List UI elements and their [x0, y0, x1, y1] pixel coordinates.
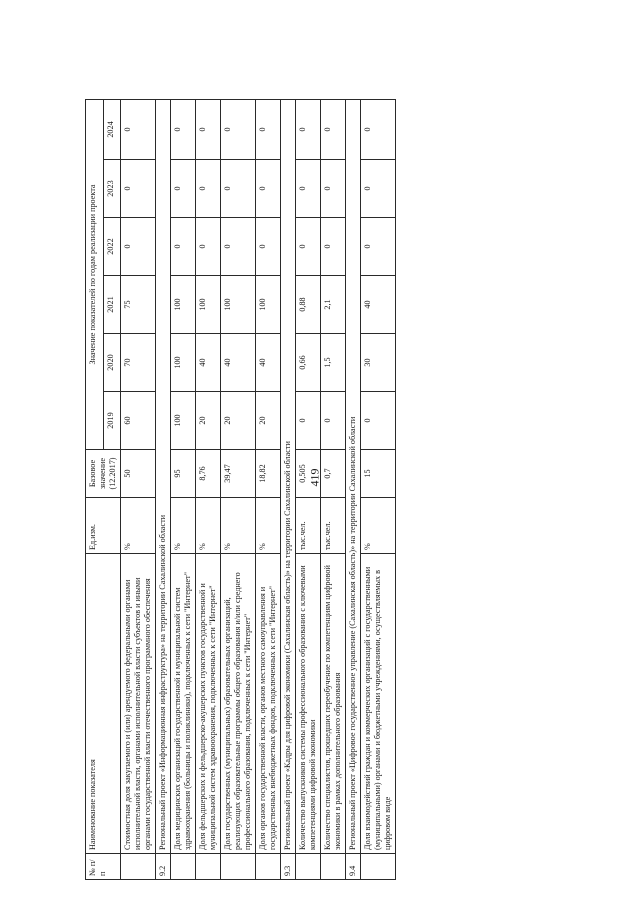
year-value-cell: 40 [256, 334, 281, 392]
year-value-cell: 0 [361, 392, 396, 450]
year-value-cell: 0 [121, 160, 156, 218]
section-row [281, 99, 296, 879]
year-value-cell: 0 [171, 99, 196, 159]
indicator-name: Доля органов государственной власти, органов местного самоуправления и государственных внебюджетных фондов, подключенных к сети "Интернет" [256, 554, 281, 854]
base-value-cell: 18,82 [256, 450, 281, 498]
base-value-cell: 8,76 [196, 450, 221, 498]
indicator-name: Количество выпускников системы профессионального образования с ключевыми компетенциями цифровой экономики [296, 554, 321, 854]
year-value-cell: 0 [196, 218, 221, 276]
year-value-cell: 0 [296, 99, 321, 159]
table-row [196, 99, 221, 879]
section-title: Региональный проект «Кадры для цифровой экономики (Сахалинская область)» на территории Сахалинской области [281, 99, 296, 853]
header-unit: Ед.изм. [86, 498, 121, 554]
year-value-cell: 0 [221, 160, 256, 218]
year-value-cell: 0 [256, 99, 281, 159]
year-value-cell: 100 [256, 276, 281, 334]
year-value-cell: 75 [121, 276, 156, 334]
row-number [121, 854, 156, 880]
base-value-cell: 39,47 [221, 450, 256, 498]
table-body [121, 99, 396, 879]
header-year: 2021 [103, 276, 121, 334]
unit-cell: % [361, 498, 396, 554]
table-row [256, 99, 281, 879]
indicator-name: Стоимостная доля закупаемого и (или) арендуемого федеральными органами исполнительной власти, органами исполнительной власти субъектов и иными органами государственной власти отечественного программного обеспечения [121, 554, 156, 854]
year-value-cell: 0 [321, 99, 346, 159]
header-year: 2020 [103, 334, 121, 392]
unit-cell: тыс.чел. [296, 498, 321, 554]
indicator-name: Доля государственных (муниципальных) образовательных организаций, реализующих образовательные программы общего образования и/или среднего профессионального образования, подключенных к сети "Интернет" [221, 554, 256, 854]
year-value-cell: 20 [256, 392, 281, 450]
header-year: 2019 [103, 392, 121, 450]
header-base: Базовое значение (12.2017) [86, 450, 121, 498]
table-row [321, 99, 346, 879]
year-value-cell: 0 [361, 160, 396, 218]
section-title: Региональный проект «Информационная инфраструктура» на территории Сахалинской области [156, 99, 171, 853]
year-value-cell: 0 [296, 218, 321, 276]
header-year: 2022 [103, 218, 121, 276]
year-value-cell: 0 [296, 160, 321, 218]
table-row [361, 99, 396, 879]
indicators-table [85, 99, 396, 880]
row-number [296, 854, 321, 880]
row-number [361, 854, 396, 880]
year-value-cell: 0 [221, 99, 256, 159]
year-value-cell: 0 [121, 218, 156, 276]
unit-cell: % [196, 498, 221, 554]
year-value-cell: 40 [196, 334, 221, 392]
header-name: Наименование показателя [86, 554, 121, 854]
section-number: 9.2 [156, 854, 171, 880]
base-value-cell: 0,505 [296, 450, 321, 498]
year-value-cell: 0 [171, 160, 196, 218]
year-value-cell: 0 [321, 160, 346, 218]
header-values-title: Значение показателей по годам реализации проекта [86, 99, 104, 449]
year-value-cell: 1,5 [321, 334, 346, 392]
table-header [86, 99, 121, 879]
unit-cell: % [256, 498, 281, 554]
year-value-cell: 0 [221, 218, 256, 276]
year-value-cell: 70 [121, 334, 156, 392]
year-value-cell: 100 [221, 276, 256, 334]
year-value-cell: 30 [361, 334, 396, 392]
base-value-cell: 95 [171, 450, 196, 498]
year-value-cell: 0 [196, 99, 221, 159]
indicator-name: Доля медицинских организаций государственной и муниципальной систем здравоохранения (больницы и поликлиники), подключенных к сети "Интернет" [171, 554, 196, 854]
table-row [221, 99, 256, 879]
year-value-cell: 40 [221, 334, 256, 392]
year-value-cell: 0 [256, 160, 281, 218]
header-year: 2023 [103, 160, 121, 218]
section-title: Региональный проект «Цифровое государственное управление (Сахалинская область)» на территории Сахалинской области [346, 99, 361, 853]
year-value-cell: 0 [296, 392, 321, 450]
row-number [171, 854, 196, 880]
header-num: № п/п [86, 854, 121, 880]
base-value-cell: 50 [121, 450, 156, 498]
year-value-cell: 20 [221, 392, 256, 450]
unit-cell: % [171, 498, 196, 554]
year-value-cell: 100 [196, 276, 221, 334]
year-value-cell: 0 [196, 160, 221, 218]
unit-cell: % [121, 498, 156, 554]
table-row [171, 99, 196, 879]
base-value-cell: 0,7 [321, 450, 346, 498]
year-value-cell: 0 [361, 99, 396, 159]
table-row [121, 99, 156, 879]
section-number: 9.4 [346, 854, 361, 880]
year-value-cell: 0 [361, 218, 396, 276]
indicator-name: Количество специалистов, прошедших переобучение по компетенциям цифровой экономики в рамках дополнительного образования [321, 554, 346, 854]
year-value-cell: 100 [171, 392, 196, 450]
rotated-table-container [85, 100, 515, 880]
row-number [221, 854, 256, 880]
year-value-cell: 0 [321, 392, 346, 450]
unit-cell: % [221, 498, 256, 554]
year-value-cell: 2,1 [321, 276, 346, 334]
section-number: 9.3 [281, 854, 296, 880]
year-value-cell: 20 [196, 392, 221, 450]
year-value-cell: 0 [171, 218, 196, 276]
section-row [346, 99, 361, 879]
row-number [256, 854, 281, 880]
year-value-cell: 0 [256, 218, 281, 276]
year-value-cell: 40 [361, 276, 396, 334]
year-value-cell: 100 [171, 276, 196, 334]
year-value-cell: 0 [121, 99, 156, 159]
row-number [321, 854, 346, 880]
indicator-name: Доля взаимодействий граждан и коммерческих организаций с государственными (муниципальными) органами и бюджетными учреждениями, осуществляемых в цифровом виде [361, 554, 396, 854]
year-value-cell: 0,88 [296, 276, 321, 334]
page-number: 419 [307, 468, 322, 487]
row-number [196, 854, 221, 880]
indicator-name: Доля фельдшерских и фельдшерско-акушерских пунктов государственной и муниципальной систем здравоохранения, подключенных к сети "Интернет" [196, 554, 221, 854]
section-row [156, 99, 171, 879]
year-value-cell: 60 [121, 392, 156, 450]
year-value-cell: 0 [321, 218, 346, 276]
year-value-cell: 0,66 [296, 334, 321, 392]
year-value-cell: 100 [171, 334, 196, 392]
base-value-cell: 15 [361, 450, 396, 498]
header-year: 2024 [103, 99, 121, 159]
unit-cell: тыс.чел. [321, 498, 346, 554]
